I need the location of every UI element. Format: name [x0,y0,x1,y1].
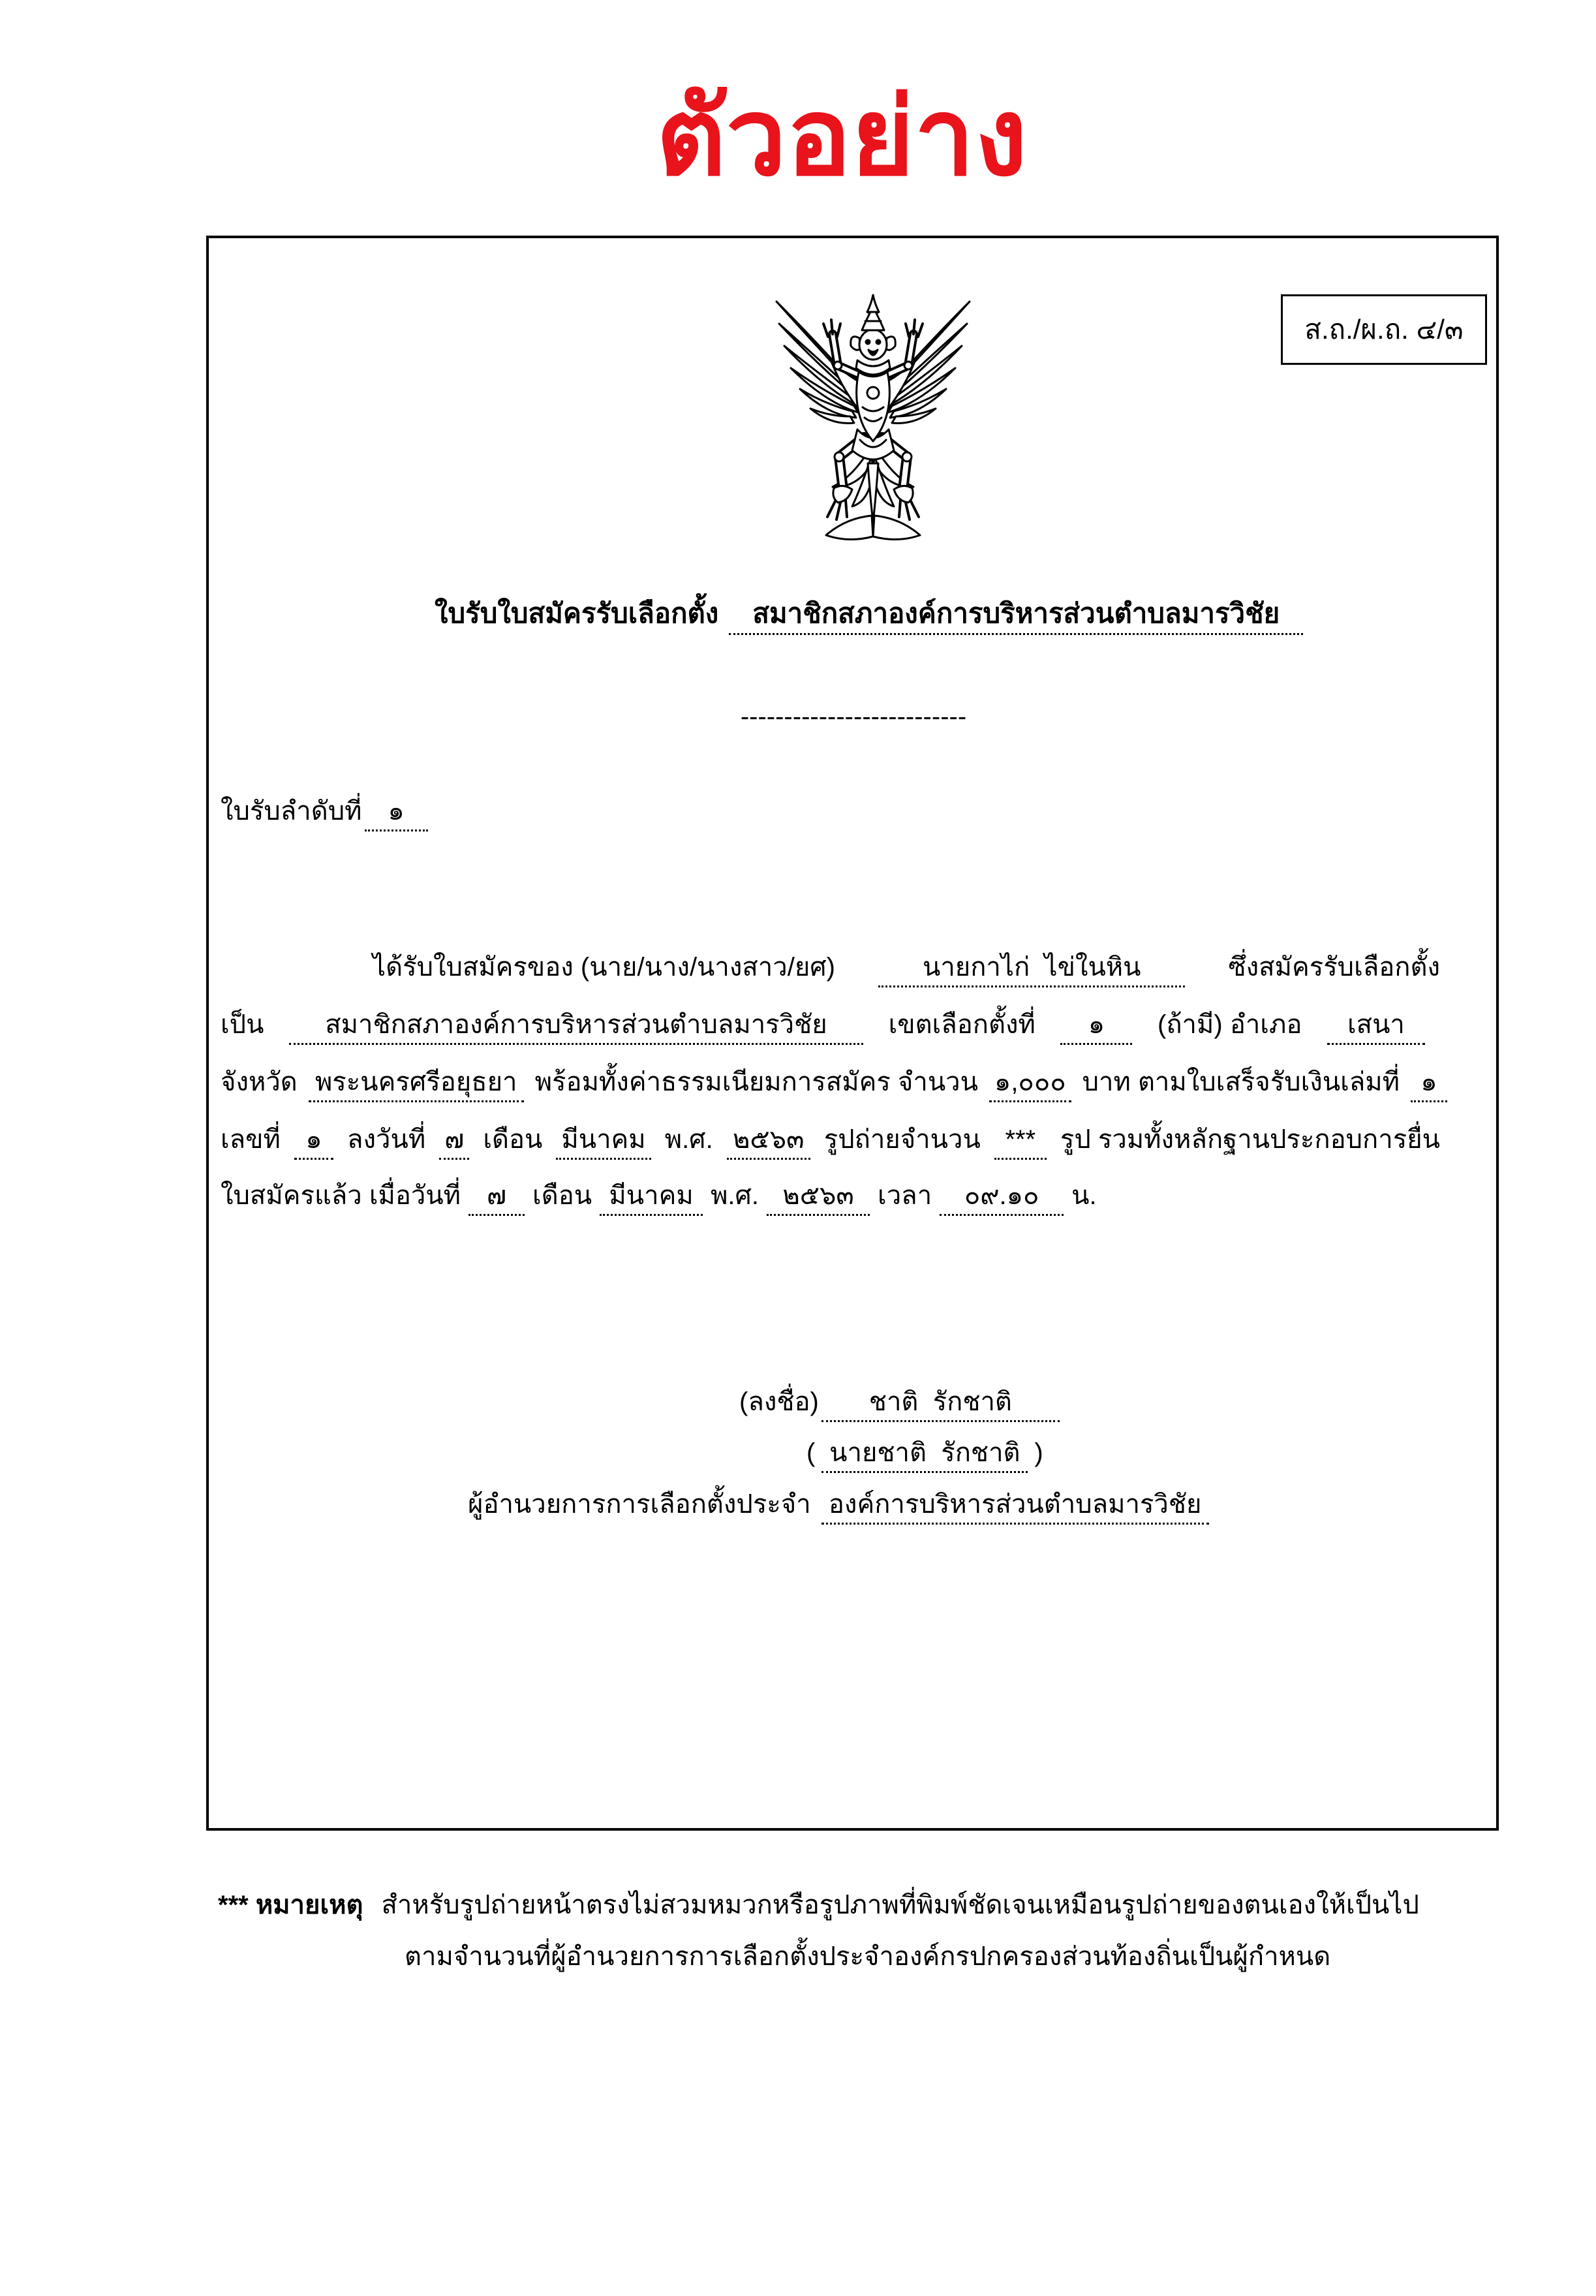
receipt-no-field: ๑ [294,1123,333,1160]
body-line-2 [221,1008,1425,1045]
applicant-label: ได้รับใบสมัครของ (นาย/นาง/นางสาว/ยศ) [373,953,835,982]
submitted-label: ใบสมัครแล้ว เมื่อวันที่ [221,1181,461,1210]
fee-amount-field: ๑,๐๐๐ [989,1065,1071,1102]
submitted-time-field: ๐๙.๑๐ [940,1179,1064,1216]
receipt-month-field: มีนาคม [556,1123,651,1160]
printed-name-row [806,1436,1043,1473]
footnote-text-2: ตามจำนวนที่ผู้อำนวยการการเลือกตั้งประจำองค์กรปกครองส่วนท้องถิ่นเป็นผู้กำหนด [405,1942,1331,1971]
photos-count-field: *** [994,1123,1047,1160]
footnote-marker: *** หมายเหตุ [218,1891,363,1919]
receipt-date-label: ลงวันที่ [346,1125,426,1154]
body-line-5 [221,1179,1097,1216]
form-title [435,596,1303,635]
month-label: เดือน [532,1181,592,1210]
title-label: ใบรับใบสมัครรับเลือกตั้ง [435,598,719,628]
receipt-book-field: ๑ [1411,1065,1447,1102]
close-paren: ) [1034,1438,1043,1467]
province-field: พระนครศรีอยุธยา [309,1065,524,1102]
as-label: เป็น [221,1010,264,1039]
signature-row [739,1385,1060,1422]
sign-label: (ลงชื่อ) [739,1388,819,1416]
emblem-right-half [873,302,970,540]
applied-label: ซึ่งสมัครรับเลือกตั้ง [1228,953,1440,982]
role-label: ผู้อำนวยการการเลือกตั้งประจำ [468,1490,811,1519]
photos-label: รูปถ่ายจำนวน [823,1125,981,1154]
receipt-order-label: ใบรับลำดับที่ [221,797,362,826]
title-office-field: สมาชิกสภาองค์การบริหารส่วนตำบลมารวิชัย [729,596,1303,635]
garuda-emblem-icon [762,292,984,547]
printed-name-field: นายชาติ รักชาติ [821,1436,1028,1473]
footnote-line-2 [405,1940,1330,1974]
form-code-box [1281,294,1487,365]
district-label: (ถ้ามี) อำเภอ [1158,1010,1302,1039]
receipt-order-field: ๑ [365,794,428,831]
form-code: ส.ถ./ผ.ถ. ๔/๓ [1304,313,1464,345]
year-label: พ.ศ. [664,1125,713,1154]
province-label: จังหวัด [221,1068,298,1096]
constituency-field: ๑ [1060,1008,1132,1045]
time-unit: น. [1071,1181,1097,1210]
fee-label: พร้อมทั้งค่าธรรมเนียมการสมัคร จำนวน [534,1068,978,1096]
signed-name-field: ชาติ รักชาติ [821,1385,1060,1422]
footnote-text-1: สำหรับรูปถ่ายหน้าตรงไม่สวมหมวกหรือรูปภาพที่พิมพ์ชัดเจนเหมือนรูปถ่ายของตนเองให้เป็นไป [381,1891,1419,1919]
receipt-book-label: บาท ตามใบเสร็จรับเงินเล่มที่ [1082,1068,1400,1096]
receipt-day-field: ๗ [439,1123,469,1160]
applicant-name-field: นายกาไก่ ไข่ในหิน [878,950,1185,987]
sample-watermark: ตัวอย่าง [656,74,1028,200]
constituency-label: เขตเลือกตั้งที่ [888,1010,1036,1039]
body-line-3 [221,1065,1447,1102]
organization-field: องค์การบริหารส่วนตำบลมารวิชัย [821,1487,1209,1525]
submitted-day-field: ๗ [468,1179,525,1216]
month-label: เดือน [483,1125,543,1154]
emblem-center [852,295,894,522]
body-line-1 [373,950,1440,987]
submitted-month-field: มีนาคม [600,1179,703,1216]
receipt-year-field: ๒๕๖๓ [727,1123,810,1160]
open-paren: ( [806,1438,816,1467]
office-field: สมาชิกสภาองค์การบริหารส่วนตำบลมารวิชัย [289,1008,863,1045]
receipt-order-row [221,794,428,831]
separator-line: -------------------------- [740,702,967,731]
body-line-4 [221,1123,1440,1160]
year-label: พ.ศ. [711,1181,760,1210]
footnote-line-1 [218,1888,1419,1922]
emblem-left-half [776,302,873,540]
submitted-year-field: ๒๕๖๓ [767,1179,870,1216]
role-row [468,1487,1209,1525]
district-field: เสนา [1327,1008,1425,1045]
time-label: เวลา [878,1181,932,1210]
receipt-no-label: เลขที่ [221,1125,281,1154]
photos-tail-label: รูป รวมทั้งหลักฐานประกอบการยื่น [1060,1125,1440,1154]
